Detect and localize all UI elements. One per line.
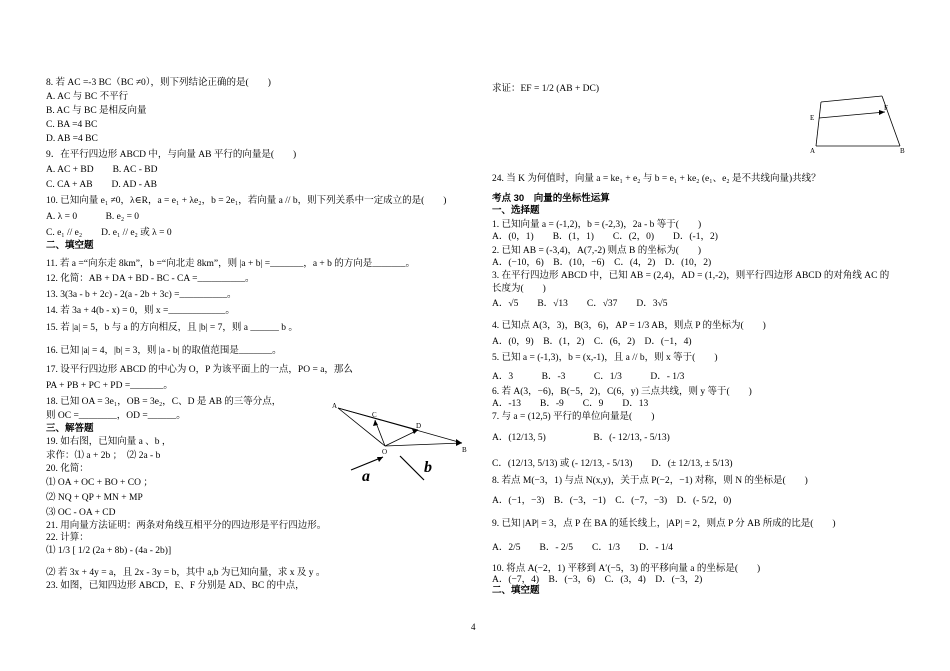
text-line-r23: 9. 已知 |AP| = 3，点 P 在 BA 的延长线上，|AP| = 2，则点 P 分 AB 所成的比是( ) xyxy=(492,519,836,529)
text-line-r22: A．(−1，−3) B．(−3，−1) C．(−7，−3) D．(- 5/2，0) xyxy=(492,496,732,506)
text-line-l4: C. BA =4 BC xyxy=(46,120,98,130)
vector-a-label: a xyxy=(362,468,370,482)
section-heading-l12: 二、填空题 xyxy=(46,240,94,251)
text-line-l11: C. e₁ // e₂ D. e₁ // e₂ 或 λ = 0 xyxy=(46,228,172,238)
text-line-r18: 7. 与 a = (12,5) 平行的单位向量是( ) xyxy=(492,412,655,422)
text-line-l26: 20. 化简： xyxy=(46,464,89,474)
section-heading-r3: 考点 30 向量的坐标性运算 xyxy=(492,193,610,204)
text-line-l32: ⑴ 1/3 [ 1/2 (2a + 8b) - (4a - 2b)] xyxy=(46,546,172,556)
text-line-r20: C．(12/13, 5/13) 或 (- 12/13, - 5/13) D．(± 12/13, ± 5/13) xyxy=(492,459,733,469)
text-line-r17: A．-13 B．-9 C．9 D．13 xyxy=(492,399,649,409)
text-line-r25: 10. 将点 A(−2，1) 平移到 A′(−5，3) 的平移向量 a 的坐标是( ) xyxy=(492,564,761,574)
fig23-label-A: A xyxy=(810,147,816,155)
figure-19-vectors xyxy=(328,402,468,482)
text-line-l3: B. AC 与 BC 是相反向量 xyxy=(46,106,147,116)
text-line-l2: A. AC 与 BC 不平行 xyxy=(46,92,129,102)
text-line-l34: 23. 如图，已知四边形 ABCD，E、F 分别是 AD、BC 的中点， xyxy=(46,581,305,591)
text-line-l24: 19. 如右图，已知向量 a 、b ， xyxy=(46,437,172,447)
fig19-label-D: D xyxy=(416,422,422,430)
text-line-r12: 4. 已知点 A(3，3)，B(3，6)，AP = 1/3 AB，则点 P 的坐标为( ) xyxy=(492,321,766,331)
text-line-r7: 2. 已知 AB = (-3,4)，A(7,-2) 则点 B 的坐标为( ) xyxy=(492,246,702,256)
text-line-l5: D. AB =4 BC xyxy=(46,134,98,144)
text-line-l7: A. AC + BD B. AC - BD xyxy=(46,165,158,175)
text-line-r13: A．(0，9) B．(1，2) C．(6，2) D．(−1，4) xyxy=(492,337,692,347)
text-line-l31: 22. 计算： xyxy=(46,533,89,543)
text-line-l19: 17. 设平行四边形 ABCD 的中心为 O，P 为该平面上的一点，PO = a，那么 xyxy=(46,365,353,375)
text-line-l16: 14. 若 3a + 4(b - x) = 0，则 x =____________。 xyxy=(46,306,235,316)
vector-b-label: b xyxy=(424,459,432,476)
text-line-l21: 18. 已知 OA = 3e₁，OB = 3e₂，C、D 是 AB 的三等分点， xyxy=(46,397,282,407)
text-line-l10: A. λ = 0 B. e₂ = 0 xyxy=(46,212,140,222)
text-line-l14: 12. 化简：AB + DA + BD - BC - CA =__________。 xyxy=(46,274,255,284)
text-line-r1: 求证：EF = 1/2 (AB + DC) xyxy=(492,84,600,94)
page-number: 4 xyxy=(471,622,476,632)
text-line-r5: 1. 已知向量 a = (-1,2)，b = (-2,3)，2a - b 等于( ) xyxy=(492,220,702,230)
fig23-label-F: F xyxy=(884,104,888,112)
text-line-l20: PA + PB + PC + PD =_______。 xyxy=(46,381,173,391)
text-line-l27: ⑴ OA + OC + BO + CO ； xyxy=(46,478,153,488)
text-line-r2: 24. 当 K 为何值时，向量 a = ke₁ + e₂ 与 b = e₁ + ke₂ (e₁、e₂ 是不共线向量)共线？ xyxy=(492,174,821,184)
text-line-l6: 9．在平行四边形 ABCD 中，与向量 AB 平行的向量是( ) xyxy=(46,150,297,160)
text-line-l18: 16. 已知 |a| = 4，|b| = 3，则 |a - b| 的取值范围是_______。 xyxy=(46,346,282,356)
text-line-l13: 11. 若 a =“向东走 8km”，b =“向北走 8km”，则 |a + b| =_______，a + b 的方向是_______。 xyxy=(46,259,416,269)
text-line-r16: 6. 若 A(3，−6)，B(−5，2)，C(6，y) 三点共线，则 y 等于( ) xyxy=(492,387,752,397)
fig19-label-C: C xyxy=(372,411,377,419)
text-line-l9: 10. 已知向量 e₁ ≠0，λ∈R，a = e₁ + λe₂，b = 2e₁，若向量 a // b，则下列关系中一定成立的是( ) xyxy=(46,196,447,206)
text-line-r24: A．2/5 B．- 2/5 C．1/3 D．- 1/4 xyxy=(492,543,674,553)
section-heading-r27: 二、填空题 xyxy=(492,585,540,596)
fig23-label-E: E xyxy=(810,114,815,122)
text-line-l28: ⑵ NQ + QP + MN + MP xyxy=(46,493,143,503)
text-line-l25: 求作：⑴ a + 2b ； ⑵ 2a - b xyxy=(46,451,161,461)
text-line-l1: 8. 若 AC =-3 BC（BC ≠0），则下列结论正确的是( ) xyxy=(46,78,271,88)
text-line-r11: A．√5 B．√13 C．√37 D．3√5 xyxy=(492,299,668,309)
text-line-r14: 5. 已知 a = (-1,3)，b = (x,-1)，且 a // b，则 x 等于( ) xyxy=(492,353,718,363)
text-line-r15: A．3 B．-3 C．1/3 D．- 1/3 xyxy=(492,372,685,382)
fig23-label-B: B xyxy=(900,147,905,155)
fig19-label-O: O xyxy=(382,448,388,456)
text-line-r26: A．(−7，4) B．(−3，6) C．(3，4) D．(−3，2) xyxy=(492,575,703,585)
text-line-r19: A．(12/13, 5) B．(- 12/13, - 5/13) xyxy=(492,433,670,443)
fig19-label-B: B xyxy=(462,446,467,454)
text-line-l30: 21. 用向量方法证明：两条对角线互相平分的四边形是平行四边形。 xyxy=(46,521,327,531)
text-line-r21: 8. 若点 M(−3，1) 与点 N(x,y)，关于点 P(−2，−1) 对称，则 N 的坐标是( ) xyxy=(492,476,808,486)
text-line-l17: 15. 若 |a| = 5，b 与 a 的方向相反，且 |b| = 7，则 a ______ b 。 xyxy=(46,323,298,333)
text-line-l22: 则 OC =________，OD =______。 xyxy=(46,411,186,421)
text-line-r9: 3. 在平行四边形 ABCD 中，已知 AB = (2,4)，AD = (1,-2)，则平行四边形 ABCD 的对角线 AC 的 xyxy=(492,271,890,281)
figure-23-quadrilateral xyxy=(810,94,910,156)
text-line-r8: A．(−10，6) B．(10，−6) C．(4，2) D．(10，2) xyxy=(492,258,712,268)
text-line-r6: A．(0，1) B．(1，1) C．(2，0) D．(-1，2) xyxy=(492,232,718,242)
section-heading-r4: 一、选择题 xyxy=(492,205,540,216)
text-line-l33: ⑵ 若 3x + 4y = a，且 2x - 3y = b，其中 a,b 为已知向量，求 x 及 y 。 xyxy=(46,568,326,578)
text-line-l8: C. CA + AB D. AD - AB xyxy=(46,180,157,190)
fig19-label-A: A xyxy=(332,402,338,410)
text-line-r10: 长度为( ) xyxy=(492,284,546,294)
text-line-l29: ⑶ OC - OA + CD xyxy=(46,508,116,518)
section-heading-l23: 三、解答题 xyxy=(46,423,94,434)
text-line-l15: 13. 3(3a - b + 2c) - 2(a - 2b + 3c) =__________。 xyxy=(46,290,237,300)
